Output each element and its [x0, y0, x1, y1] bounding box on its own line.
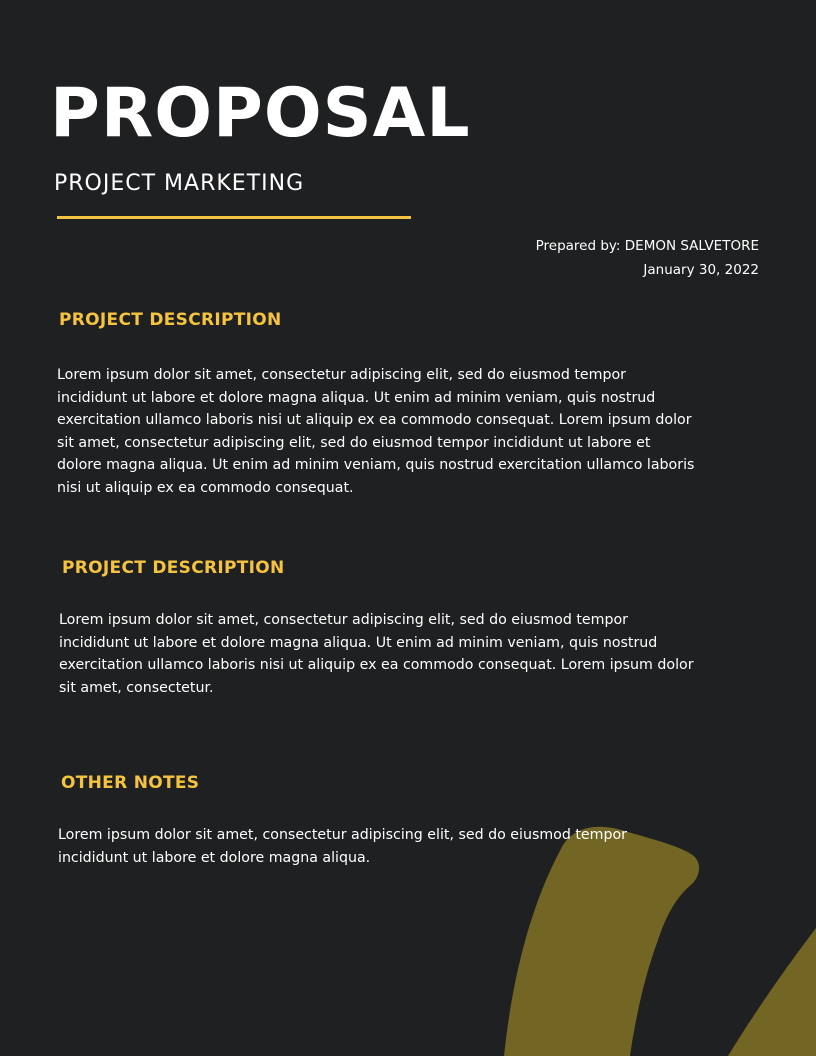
page-subtitle: PROJECT MARKETING: [54, 171, 305, 196]
prepared-by: Prepared by: DEMON SALVETORE: [535, 238, 759, 254]
section-heading-project-description-2: PROJECT DESCRIPTION: [62, 558, 285, 578]
page-title: PROPOSAL: [50, 74, 471, 153]
section-body-project-description-2: Lorem ipsum dolor sit amet, consectetur adipiscing elit, sed do eiusmod tempor incididunt ut labore et dolore magna aliqua. Ut enim ad minim veniam, quis nostrud exercitation ullamco laboris nisi ut aliquip ex ea commodo consequat. Lorem ipsum dolor sit amet, consectetur.: [59, 612, 694, 696]
document-date: January 30, 2022: [643, 262, 759, 278]
brush-stroke-right: [728, 928, 816, 1056]
document-meta: [536, 234, 759, 282]
section-body-project-description: Lorem ipsum dolor sit amet, consectetur adipiscing elit, sed do eiusmod tempor incididunt ut labore et dolore magna aliqua. Ut enim ad minim veniam, quis nostrud exercitation ullamco laboris nisi ut aliquip ex ea commodo consequat. Lorem ipsum dolor sit amet, consectetur adipiscing elit, sed do eiusmod tempor incididunt ut labore et dolore magna aliqua. Ut enim ad minim veniam, quis nostrud exercitation ullamco laboris nisi ut aliquip ex ea commodo consequat.: [57, 367, 695, 496]
section-body-other-notes: Lorem ipsum dolor sit amet, consectetur adipiscing elit, sed do eiusmod tempor incididunt ut labore et dolore magna aliqua.: [58, 827, 627, 866]
section-heading-other-notes: OTHER NOTES: [61, 773, 200, 793]
title-underline: [57, 216, 411, 219]
section-heading-project-description: PROJECT DESCRIPTION: [59, 310, 282, 330]
